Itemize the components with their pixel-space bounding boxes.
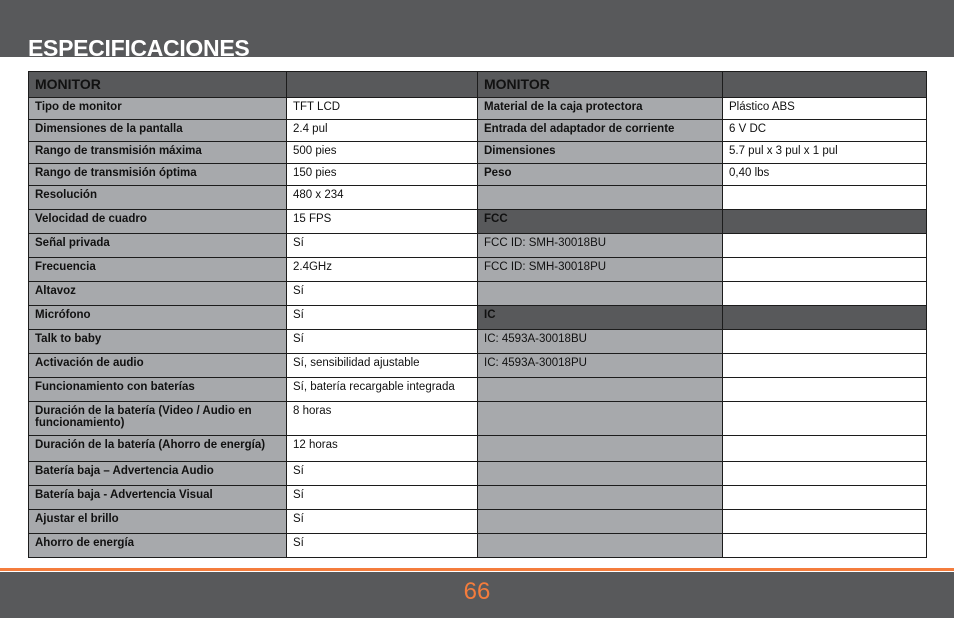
spec-label [478, 402, 723, 436]
spec-value: 150 pies [287, 164, 478, 186]
spec-value: Sí [287, 486, 478, 510]
spec-value [723, 436, 927, 462]
spec-label: Ahorro de energía [29, 534, 287, 558]
table-header-row [29, 72, 927, 98]
spec-label: Duración de la batería (Ahorro de energía) [29, 436, 287, 462]
spec-label: Activación de audio [29, 354, 287, 378]
spec-label [478, 282, 723, 306]
spec-value: Sí [287, 510, 478, 534]
spec-value [723, 378, 927, 402]
table-row [29, 98, 927, 120]
spec-value: Plástico ABS [723, 98, 927, 120]
header-blank-cell [723, 72, 927, 98]
spec-value [723, 282, 927, 306]
footer-divider [0, 568, 954, 571]
specifications-table [28, 71, 927, 558]
spec-label [478, 186, 723, 210]
section-blank-cell [723, 210, 927, 234]
spec-label: Batería baja – Advertencia Audio [29, 462, 287, 486]
spec-value: Sí [287, 534, 478, 558]
spec-value [723, 486, 927, 510]
table-row [29, 436, 927, 462]
spec-label: FCC ID: SMH-30018BU [478, 234, 723, 258]
table-row [29, 258, 927, 282]
table-row [29, 486, 927, 510]
spec-label: FCC ID: SMH-30018PU [478, 258, 723, 282]
spec-value: 2.4 pul [287, 120, 478, 142]
spec-value: 6 V DC [723, 120, 927, 142]
spec-value: 12 horas [287, 436, 478, 462]
section-heading: IC [478, 306, 723, 330]
spec-value [723, 534, 927, 558]
table-row [29, 354, 927, 378]
spec-label: Frecuencia [29, 258, 287, 282]
spec-label: Micrófono [29, 306, 287, 330]
spec-label: Duración de la batería (Video / Audio en funcionamiento) [29, 402, 287, 436]
spec-value: 5.7 pul x 3 pul x 1 pul [723, 142, 927, 164]
spec-value [723, 354, 927, 378]
spec-label: Batería baja - Advertencia Visual [29, 486, 287, 510]
spec-label: Talk to baby [29, 330, 287, 354]
spec-value: Sí [287, 306, 478, 330]
table-row [29, 120, 927, 142]
table-row [29, 510, 927, 534]
spec-label [478, 436, 723, 462]
table-row [29, 282, 927, 306]
spec-value: 2.4GHz [287, 258, 478, 282]
spec-label: IC: 4593A-30018BU [478, 330, 723, 354]
header-blank-cell [287, 72, 478, 98]
spec-label: Material de la caja protectora [478, 98, 723, 120]
spec-label: Altavoz [29, 282, 287, 306]
spec-label: Dimensiones [478, 142, 723, 164]
spec-label [478, 534, 723, 558]
spec-label: Dimensiones de la pantalla [29, 120, 287, 142]
spec-label: Resolución [29, 186, 287, 210]
table-row [29, 164, 927, 186]
table-row [29, 210, 927, 234]
spec-value: Sí [287, 462, 478, 486]
spec-value [723, 234, 927, 258]
spec-label: Rango de transmisión máxima [29, 142, 287, 164]
spec-label: Funcionamiento con baterías [29, 378, 287, 402]
section-heading: FCC [478, 210, 723, 234]
spec-value: 8 horas [287, 402, 478, 436]
spec-label [478, 510, 723, 534]
spec-value: 480 x 234 [287, 186, 478, 210]
spec-label [478, 462, 723, 486]
spec-value [723, 330, 927, 354]
spec-value [723, 462, 927, 486]
page-number: 66 [463, 578, 491, 605]
table-row [29, 234, 927, 258]
spec-label: Entrada del adaptador de corriente [478, 120, 723, 142]
table-row [29, 330, 927, 354]
table-row [29, 402, 927, 436]
spec-value [723, 402, 927, 436]
spec-value: Sí [287, 234, 478, 258]
page-title: ESPECIFICACIONES [28, 35, 250, 61]
table-row [29, 142, 927, 164]
table-row [29, 306, 927, 330]
spec-label [478, 486, 723, 510]
spec-value [723, 258, 927, 282]
left-header: MONITOR [29, 72, 287, 98]
spec-value [723, 186, 927, 210]
table-row [29, 534, 927, 558]
spec-label: Tipo de monitor [29, 98, 287, 120]
spec-value: Sí, batería recargable integrada [287, 378, 478, 402]
spec-value: 0,40 lbs [723, 164, 927, 186]
spec-label: Velocidad de cuadro [29, 210, 287, 234]
table-row [29, 378, 927, 402]
spec-value: TFT LCD [287, 98, 478, 120]
spec-value [723, 510, 927, 534]
spec-label: Ajustar el brillo [29, 510, 287, 534]
spec-label: Rango de transmisión óptima [29, 164, 287, 186]
spec-value: 15 FPS [287, 210, 478, 234]
spec-label [478, 378, 723, 402]
spec-label: Señal privada [29, 234, 287, 258]
table-row [29, 462, 927, 486]
spec-label: IC: 4593A-30018PU [478, 354, 723, 378]
table-row [29, 186, 927, 210]
spec-value: Sí [287, 282, 478, 306]
right-header: MONITOR [478, 72, 723, 98]
spec-value: 500 pies [287, 142, 478, 164]
spec-value: Sí [287, 330, 478, 354]
section-blank-cell [723, 306, 927, 330]
spec-label: Peso [478, 164, 723, 186]
spec-value: Sí, sensibilidad ajustable [287, 354, 478, 378]
